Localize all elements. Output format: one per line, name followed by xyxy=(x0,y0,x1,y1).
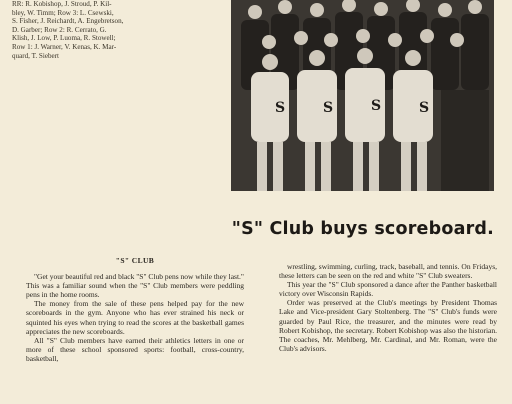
article-paragraph: "Get your beautiful red and black "S" Club pens now while they last." This was a familiar sound when the "S" Club members were peddling pens in the home rooms. xyxy=(26,272,244,300)
caption-line: Klish, J. Low, P. Luoma, R. Stowell; xyxy=(12,34,116,43)
caption-line: D. Garber; Row 2: R. Cerrato, G. xyxy=(12,25,107,34)
caption-line: S. Fisher, J. Reichardt, A. Engebretson, xyxy=(12,17,124,26)
svg-text:S: S xyxy=(371,98,382,114)
svg-text:S: S xyxy=(275,100,286,116)
photo-caption xyxy=(12,0,222,60)
group-photo xyxy=(231,0,494,191)
article-column-right xyxy=(279,262,497,353)
page-headline: "S" Club buys scoreboard. xyxy=(231,219,494,239)
svg-text:S: S xyxy=(323,100,334,116)
article-paragraph: wrestling, swimming, curling, track, baseball, and tennis. On Fridays, these letters can be seen on the red and white "S" Club sweaters. xyxy=(279,262,497,281)
group-photo-illustration xyxy=(231,0,494,191)
article-paragraph: Order was preserved at the Club's meetings by President Thomas Lake and Vice-president Gary Stoltenberg. The "S" Club's funds were guarded by Paul Rice, the treasurer, and the minutes were read by Robert Kobishop, the secretary. Robert Kobishop was also the historian. The coaches, Mr. Mehlberg, Mr. Cardinal, and Mr. Roman, were the Club's advisors. xyxy=(279,298,497,353)
caption-line: Row 1: J. Warner, V. Kenas, K. Mar- xyxy=(12,42,117,51)
article-column-left xyxy=(26,256,244,363)
svg-text:S: S xyxy=(419,100,430,116)
article-title: "S" CLUB xyxy=(115,256,155,265)
caption-line: quard, T. Siebert xyxy=(12,51,60,60)
caption-line: bley, W. Timm; Row 3: L. Csewski, xyxy=(12,8,114,17)
article-paragraph: This year the "S" Club sponsored a dance after the Panther basketball victory over Wisconsin Rapids. xyxy=(279,280,497,299)
article-paragraph: The money from the sale of these pens helped pay for the new scoreboards in the gym. Anyone who has ever strained his neck or squinted his eyes when trying to read the scores at the basketball games appreciates the new scoreboards. xyxy=(26,299,244,336)
caption-line: RR: R. Kobishop, J. Stroud, P. Kil- xyxy=(12,0,112,8)
article-paragraph: All "S" Club members have earned their athletics letters in one or more of these school sponsored sports: football, cross-country, basketball, xyxy=(26,335,244,363)
